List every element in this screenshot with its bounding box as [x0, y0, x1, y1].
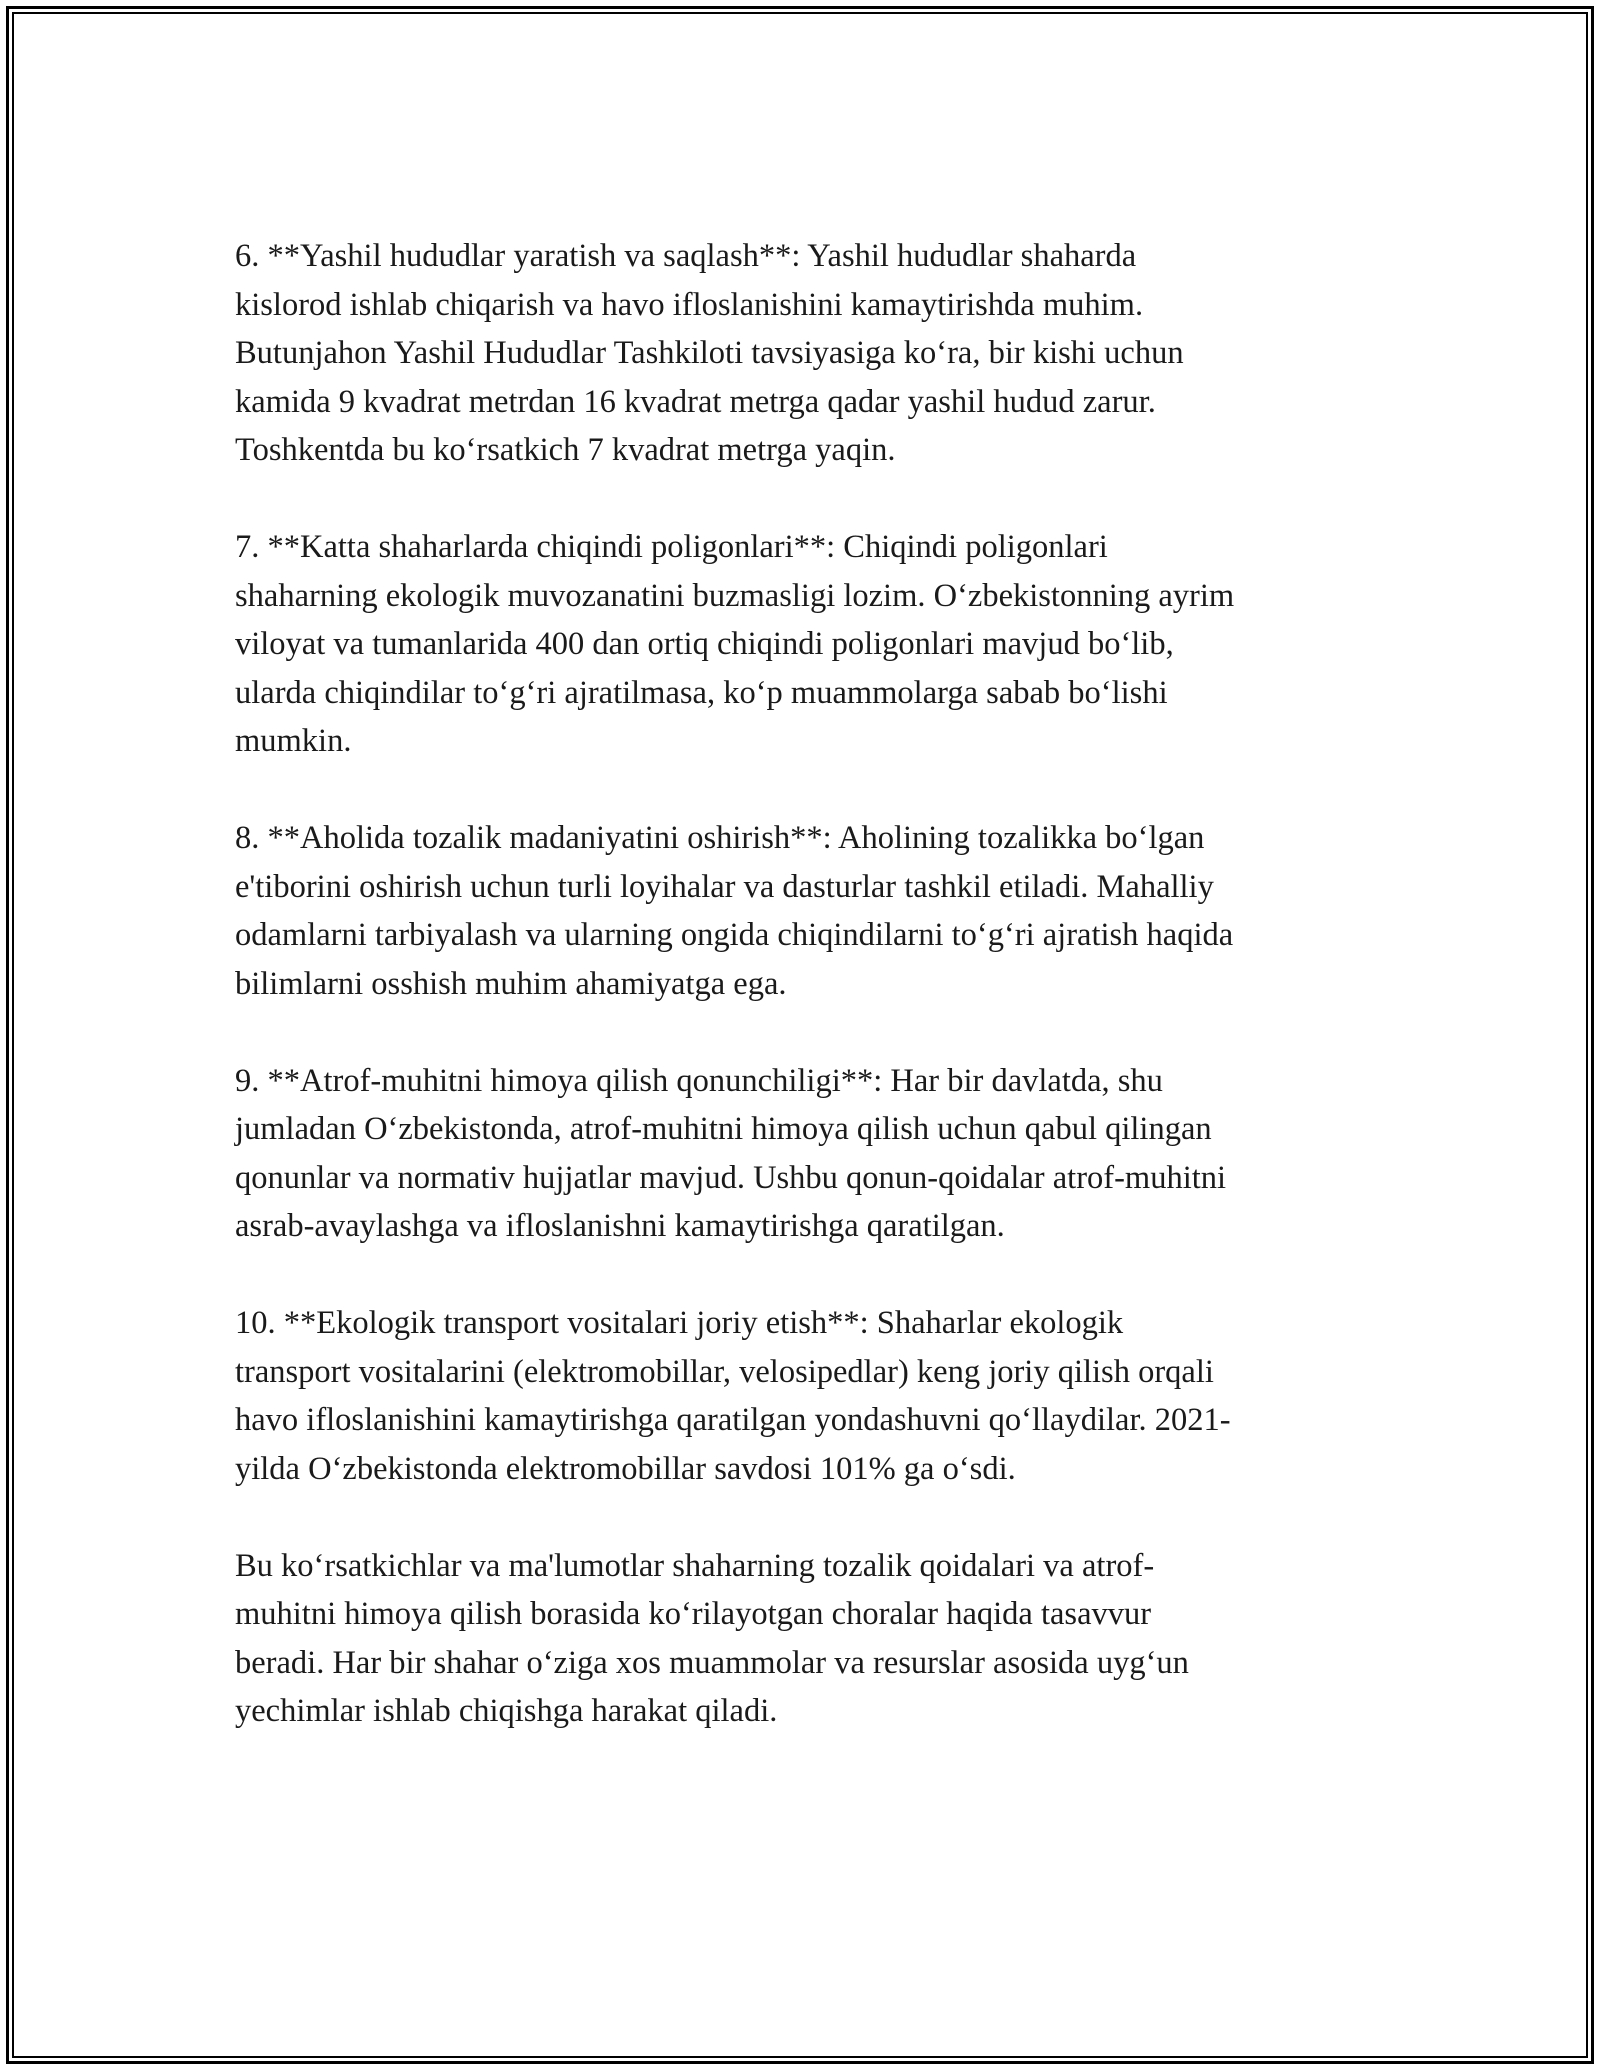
paragraph-cleanliness-culture [235, 814, 1380, 1008]
text-line: havo ifloslanishini kamaytirishga qaratilgan yondashuvni qoʻllaydilar. 2021- [235, 1402, 1231, 1438]
text-line: odamlarni tarbiyalash va ularning ongida chiqindilarni toʻgʻri ajratish haqida [235, 917, 1234, 953]
text-line: kamida 9 kvadrat metrdan 16 kvadrat metrga qadar yashil hudud zarur. [235, 383, 1156, 420]
text-line: yilda Oʻzbekistonda elektromobillar savdosi 101% ga oʻsdi. [235, 1450, 1016, 1487]
text-line: 9. **Atrof-muhitni himoya qilish qonunchiligi**: Har bir davlatda, shu [235, 1062, 1163, 1099]
text-line: e'tiborini oshirish uchun turli loyihalar va dasturlar tashkil etiladi. Mahalliy [235, 868, 1214, 905]
text-line: Toshkentda bu koʻrsatkich 7 kvadrat metrga yaqin. [235, 432, 896, 468]
text-line: viloyat va tumanlarida 400 dan ortiq chiqindi poligonlari mavjud boʻlib, [235, 626, 1174, 662]
text-line: asrab-avaylashga va ifloslanishni kamaytirishga qaratilgan. [235, 1208, 1005, 1244]
text-line: 7. **Katta shaharlarda chiqindi poligonlari**: Chiqindi poligonlari [235, 529, 1108, 565]
text-line: 10. **Ekologik transport vositalari joriy etish**: Shaharlar ekologik [235, 1305, 1124, 1341]
text-line: shaharning ekologik muvozanatini buzmasligi lozim. Oʻzbekistonning ayrim [235, 577, 1235, 614]
text-line: transport vositalarini (elektromobillar, velosipedlar) keng joriy qilish orqali [235, 1353, 1214, 1390]
text-line: jumladan Oʻzbekistonda, atrof-muhitni himoya qilish uchun qabul qilingan [235, 1111, 1212, 1147]
paragraph-waste-landfills [235, 523, 1380, 766]
text-line: ularda chiqindilar toʻgʻri ajratilmasa, koʻp muammolarga sabab boʻlishi [235, 674, 1168, 711]
text-line: kislorod ishlab chiqarish va havo ifloslanishini kamaytirishda muhim. [235, 286, 1144, 323]
text-line: yechimlar ishlab chiqishga harakat qiladi. [235, 1693, 778, 1729]
text-line: mumkin. [235, 723, 352, 759]
paragraph-eco-transport [235, 1299, 1380, 1493]
text-line: bilimlarni osshish muhim ahamiyatga ega. [235, 965, 787, 1002]
paragraph-conclusion [235, 1542, 1380, 1736]
text-line: 8. **Aholida tozalik madaniyatini oshirish**: Aholining tozalikka boʻlgan [235, 820, 1205, 856]
text-line: beradi. Har bir shahar oʻziga xos muammolar va resurslar asosida uygʻun [235, 1644, 1189, 1681]
paragraph-environmental-law [235, 1057, 1380, 1251]
text-line: 6. **Yashil hududlar yaratish va saqlash**: Yashil hududlar shaharda [235, 238, 1137, 274]
text-line: Butunjahon Yashil Hududlar Tashkiloti tavsiyasiga koʻra, bir kishi uchun [235, 335, 1184, 371]
text-line: muhitni himoya qilish borasida koʻrilayotgan choralar haqida tasavvur [235, 1596, 1152, 1632]
document-body [235, 232, 1380, 1784]
paragraph-green-areas [235, 232, 1380, 475]
text-line: qonunlar va normativ hujjatlar mavjud. Ushbu qonun-qoidalar atrof-muhitni [235, 1159, 1227, 1196]
text-line: Bu koʻrsatkichlar va ma'lumotlar shaharning tozalik qoidalari va atrof- [235, 1547, 1155, 1584]
